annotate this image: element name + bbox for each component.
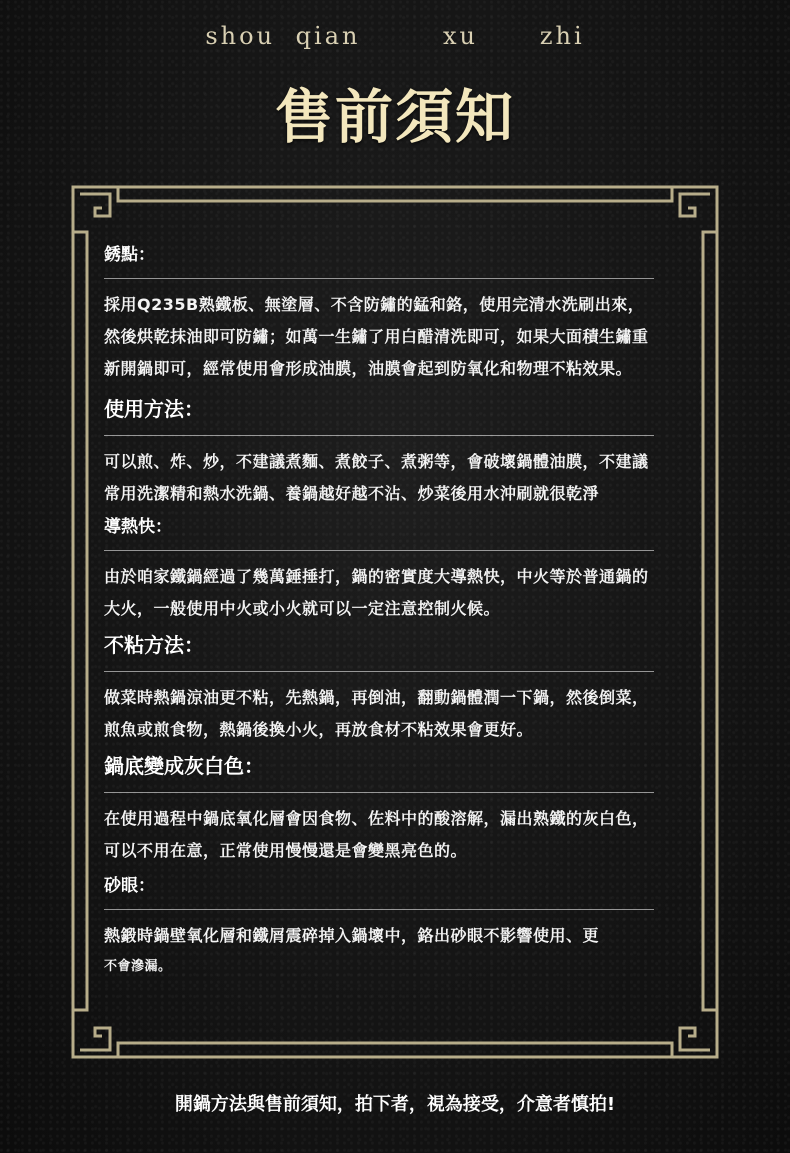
notice-content <box>104 238 654 982</box>
section-usage <box>104 389 654 510</box>
section-heading: 導熱快： <box>104 517 172 537</box>
section-heading: 使用方法： <box>104 397 204 421</box>
section-heading: 不粘方法： <box>104 633 204 657</box>
section-body: 做菜時熱鍋涼油更不粘，先熱鍋，再倒油，翻動鍋體潤一下鍋，然後倒菜，煎魚或煎食物，熱鍋後換小火，再放食材不粘效果會更好。 <box>104 688 649 739</box>
section-heading: 鍋底變成灰白色： <box>104 754 264 778</box>
divider <box>104 792 654 793</box>
section-body: 採用Q235B熟鐵板、無塗層、不含防鏽的錳和鉻，使用完清水洗刷出來，然後烘乾抹油即可防鏽；如萬一生鏽了用白醋清洗即可，如果大面積生鏽重新開鍋即可，經常使用會形成油膜，油膜會起到防氧化和物理不粘效果。 <box>104 295 649 378</box>
section-body-tail: 不會滲漏。 <box>104 959 172 974</box>
section-heading: 銹點： <box>104 245 155 265</box>
section-body: 熱鍛時鍋壁氧化層和鐵屑震碎掉入鍋壞中，鉻出砂眼不影響使用、更 <box>104 926 600 945</box>
subtitle-pinyin: shou qian xu zhi <box>205 22 585 50</box>
section-body: 由於咱家鐵鍋經過了幾萬錘捶打，鍋的密實度大導熱快，中火等於普通鍋的大火，一般使用中火或小火就可以一定注意控制火候。 <box>104 567 649 618</box>
section-greyish-bottom <box>104 746 654 867</box>
section-heat <box>104 510 654 625</box>
section-pinholes <box>104 869 654 982</box>
divider <box>104 278 654 279</box>
divider <box>104 435 654 436</box>
divider <box>104 550 654 551</box>
footer-notice: 開鍋方法與售前須知，拍下者，視為接受，介意者慎拍! <box>174 1094 616 1115</box>
section-rust <box>104 238 654 385</box>
section-heading: 砂眼： <box>104 876 155 896</box>
section-body: 在使用過程中鍋底氧化層會因食物、佐料中的酸溶解，漏出熟鐵的灰白色，可以不用在意，正常使用慢慢還是會變黑亮色的。 <box>104 809 649 860</box>
divider <box>104 671 654 672</box>
divider <box>104 909 654 910</box>
section-nonstick <box>104 625 654 746</box>
page-title: 售前須知 <box>274 83 515 151</box>
section-body: 可以煎、炸、炒，不建議煮麵、煮餃子、煮粥等，會破壞鍋體油膜，不建議常用洗潔精和熱水洗鍋、養鍋越好越不沾、炒菜後用水沖刷就很乾淨 <box>104 452 649 503</box>
